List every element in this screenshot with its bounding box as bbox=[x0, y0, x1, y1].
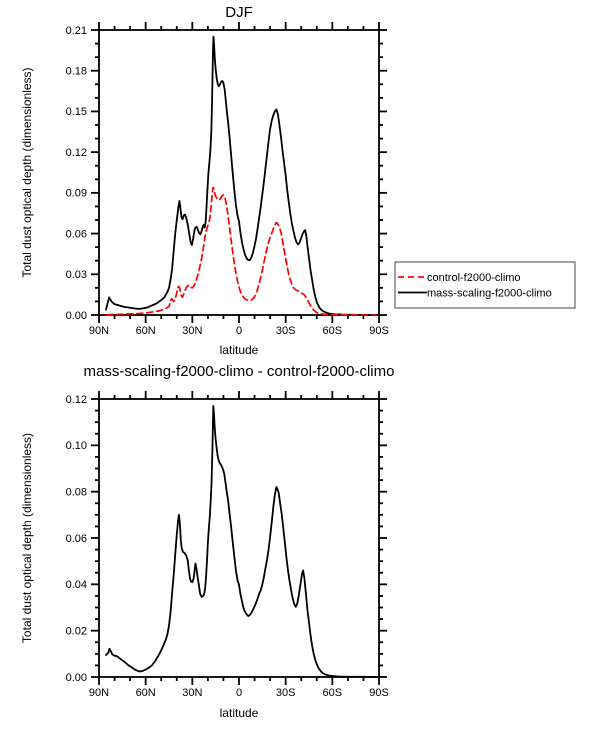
plot-frame bbox=[99, 399, 379, 677]
y-tick-label: 0.18 bbox=[65, 65, 87, 78]
x-tick-label: 90S bbox=[369, 687, 389, 699]
y-tick-label: 0.00 bbox=[65, 309, 87, 322]
bottom-chart-x-axis-title: latitude bbox=[219, 706, 259, 720]
series-difference bbox=[106, 406, 376, 677]
x-tick-label: 30S bbox=[275, 687, 296, 699]
x-tick-label: 90N bbox=[88, 325, 110, 337]
y-tick-label: 0.08 bbox=[65, 486, 87, 499]
bottom-plot-area bbox=[66, 391, 389, 699]
legend bbox=[395, 262, 575, 308]
x-tick-label: 30N bbox=[182, 325, 203, 337]
y-tick-label: 0.02 bbox=[65, 625, 87, 638]
legend-label-mass-scaling: mass-scaling-f2000-climo bbox=[427, 287, 552, 300]
bottom-chart bbox=[20, 363, 394, 720]
plot-frame bbox=[99, 30, 379, 315]
y-tick-label: 0.06 bbox=[65, 228, 87, 241]
y-tick-label: 0.21 bbox=[65, 24, 87, 37]
y-tick-label: 0.10 bbox=[65, 440, 87, 453]
bottom-chart-title: mass-scaling-f2000-climo - control-f2000-climo bbox=[83, 363, 395, 380]
y-tick-label: 0.03 bbox=[65, 269, 87, 282]
series-control-f2000-climo bbox=[107, 187, 376, 315]
x-tick-label: 0 bbox=[235, 687, 243, 699]
top-chart-y-axis-title: Total dust optical depth (dimensionless) bbox=[20, 67, 34, 278]
x-tick-label: 60N bbox=[135, 687, 156, 699]
y-tick-label: 0.09 bbox=[65, 187, 87, 200]
y-tick-label: 0.12 bbox=[65, 146, 87, 159]
legend-label-control: control-f2000-climo bbox=[427, 272, 521, 284]
x-tick-label: 60S bbox=[322, 687, 343, 699]
legend-box bbox=[395, 262, 575, 308]
x-tick-label: 30S bbox=[275, 325, 296, 337]
x-tick-label: 0 bbox=[235, 325, 243, 337]
y-tick-label: 0.15 bbox=[65, 106, 87, 119]
series-mass-scaling-f2000-climo bbox=[106, 37, 376, 315]
x-tick-label: 30N bbox=[182, 687, 203, 699]
y-tick-label: 0.06 bbox=[65, 532, 87, 545]
top-chart-x-axis-title: latitude bbox=[219, 343, 259, 357]
x-tick-label: 90S bbox=[369, 325, 389, 337]
y-tick-label: 0.12 bbox=[65, 393, 87, 406]
top-chart-title: DJF bbox=[225, 4, 253, 21]
top-chart bbox=[20, 4, 575, 357]
top-plot-area bbox=[66, 22, 389, 337]
bottom-chart-y-axis-title: Total dust optical depth (dimensionless) bbox=[20, 432, 34, 644]
x-tick-label: 60S bbox=[322, 325, 343, 337]
y-tick-label: 0.00 bbox=[65, 671, 87, 684]
x-tick-label: 90N bbox=[88, 687, 110, 699]
x-tick-label: 60N bbox=[135, 325, 156, 337]
y-tick-label: 0.04 bbox=[65, 579, 87, 592]
